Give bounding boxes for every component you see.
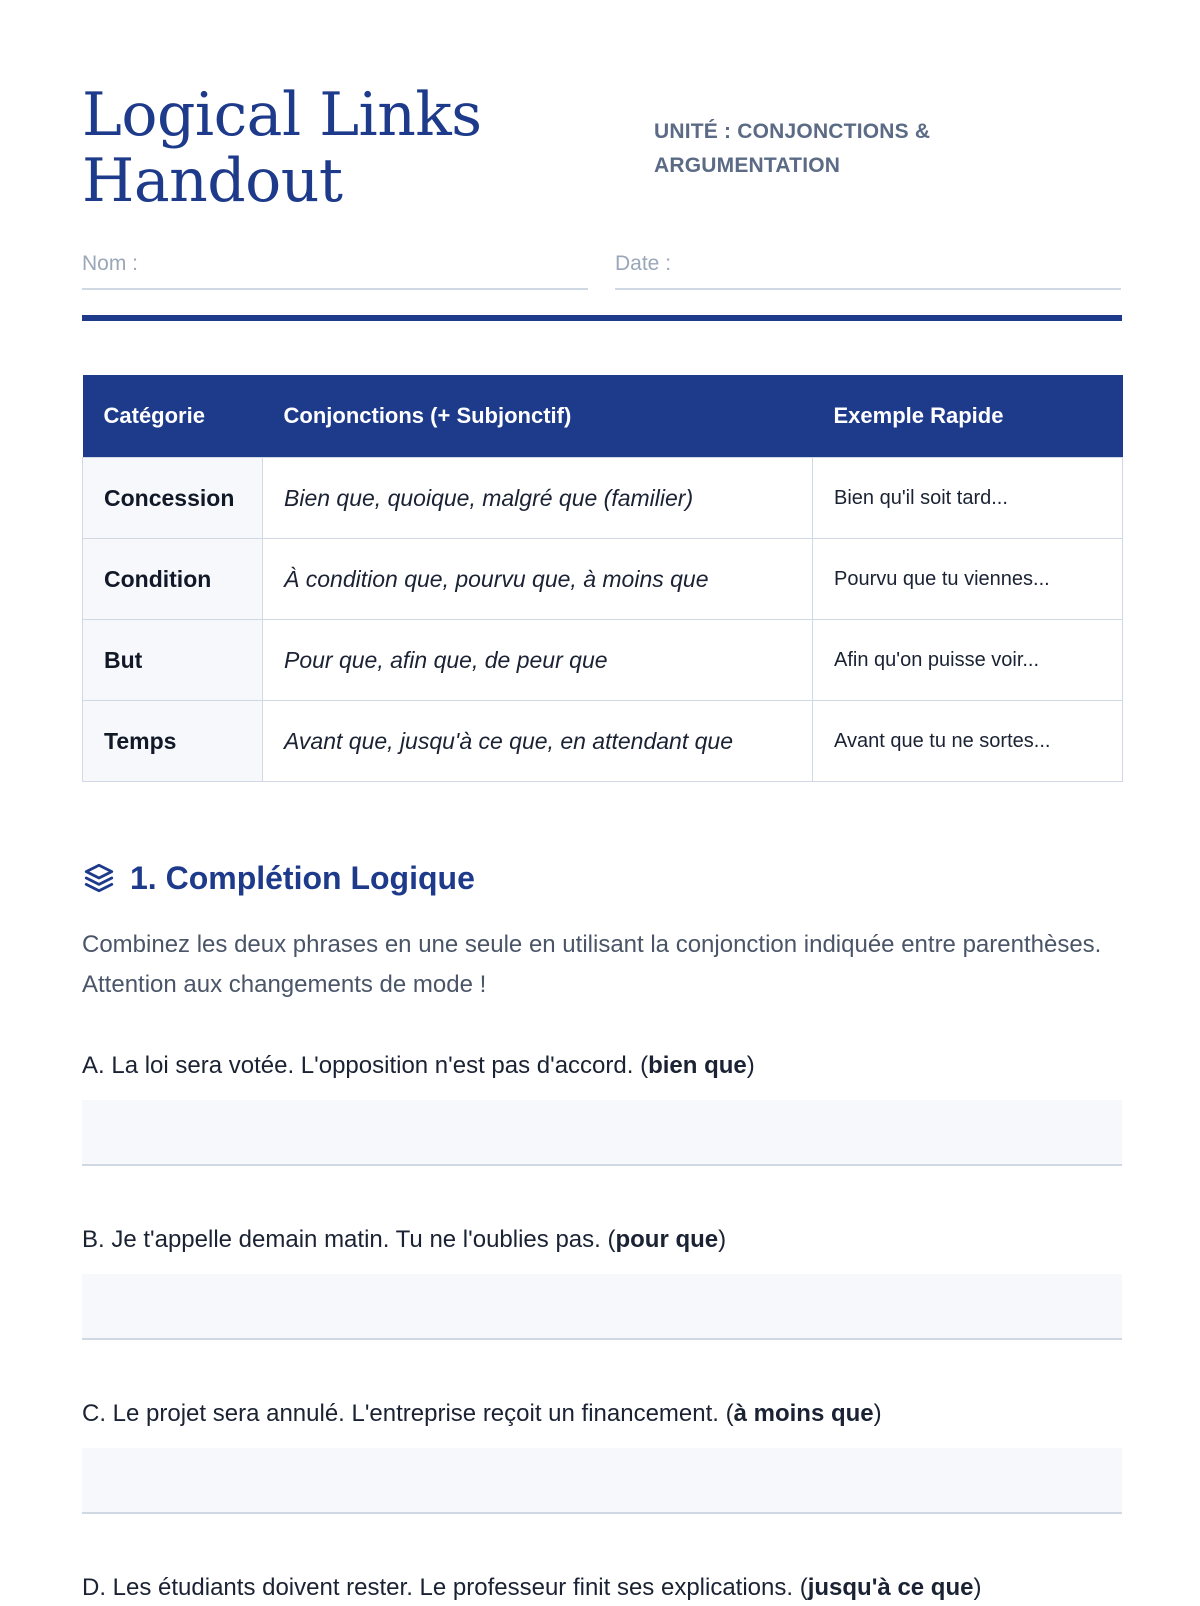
answer-field[interactable] (82, 1100, 1122, 1166)
table-row (83, 458, 1123, 539)
example-cell: Pourvu que tu viennes... (813, 539, 1123, 620)
prompt-keyword: jusqu'à ce que (807, 1574, 974, 1601)
date-field[interactable] (615, 248, 1121, 290)
answer-field[interactable] (82, 1448, 1122, 1514)
conjunction-table (82, 375, 1123, 782)
prompt-close: ) (873, 1400, 882, 1427)
exercise-prompt (82, 1048, 1122, 1084)
unit-label (654, 115, 1014, 183)
exercise-prompt (82, 1396, 1122, 1432)
prompt-text: B. Je t'appelle demain matin. Tu ne l'oublies pas. ( (82, 1226, 616, 1253)
exercise-prompt (82, 1570, 1122, 1606)
unit-line-1: UNITÉ : CONJONCTIONS & (654, 120, 931, 143)
section-title: 1. Complétion Logique (130, 859, 475, 896)
prompt-keyword: pour que (615, 1226, 719, 1253)
header (82, 0, 1122, 225)
example-cell: Bien qu'il soit tard... (813, 458, 1123, 539)
category-cell: Concession (83, 458, 263, 539)
prompt-text: D. Les étudiants doivent rester. Le professeur finit ses explications. ( (82, 1574, 808, 1601)
prompt-close: ) (746, 1052, 755, 1079)
answer-field[interactable] (82, 1274, 1122, 1340)
prompt-keyword: bien que (648, 1052, 747, 1079)
prompt-text: C. Le projet sera annulé. L'entreprise reçoit un financement. ( (82, 1400, 734, 1427)
header-divider (82, 315, 1122, 321)
title-line-1: Logical Links (82, 80, 482, 150)
layers-icon (82, 861, 116, 895)
title-line-2: Handout (82, 146, 343, 216)
exercise-prompt (82, 1222, 1122, 1258)
table-row (83, 701, 1123, 782)
prompt-close: ) (718, 1226, 727, 1253)
table-header-row (83, 375, 1123, 458)
category-cell: Condition (83, 539, 263, 620)
header-category: Catégorie (83, 375, 263, 458)
prompt-close: ) (973, 1574, 982, 1601)
prompt-keyword: à moins que (733, 1400, 874, 1427)
example-cell: Avant que tu ne sortes... (813, 701, 1123, 782)
header-example: Exemple Rapide (813, 375, 1123, 458)
date-label: Date : (615, 252, 672, 275)
student-fields (82, 248, 1122, 290)
exercise-item (82, 1570, 1122, 1606)
category-cell: But (83, 620, 263, 701)
conjunctions-cell: Bien que, quoique, malgré que (familier) (263, 458, 813, 539)
table-row (83, 620, 1123, 701)
exercise-item (82, 1222, 1122, 1340)
section-heading (82, 855, 475, 901)
page-title (82, 82, 482, 214)
conjunctions-cell: Pour que, afin que, de peur que (263, 620, 813, 701)
handout-page (82, 0, 1122, 1601)
name-field[interactable] (82, 248, 588, 290)
exercise-item (82, 1048, 1122, 1166)
instructions: Combinez les deux phrases en une seule en utilisant la conjonction indiquée entre parenthèses. Attention aux changements de mode ! (82, 931, 1102, 998)
name-label: Nom : (82, 252, 139, 275)
header-conjunctions: Conjonctions (+ Subjonctif) (263, 375, 813, 458)
prompt-text: A. La loi sera votée. L'opposition n'est pas d'accord. ( (82, 1052, 649, 1079)
exercise-item (82, 1396, 1122, 1514)
conjunctions-cell: À condition que, pourvu que, à moins que (263, 539, 813, 620)
category-cell: Temps (83, 701, 263, 782)
table-row (83, 539, 1123, 620)
unit-line-2: ARGUMENTATION (654, 154, 841, 177)
conjunctions-cell: Avant que, jusqu'à ce que, en attendant que (263, 701, 813, 782)
example-cell: Afin qu'on puisse voir... (813, 620, 1123, 701)
